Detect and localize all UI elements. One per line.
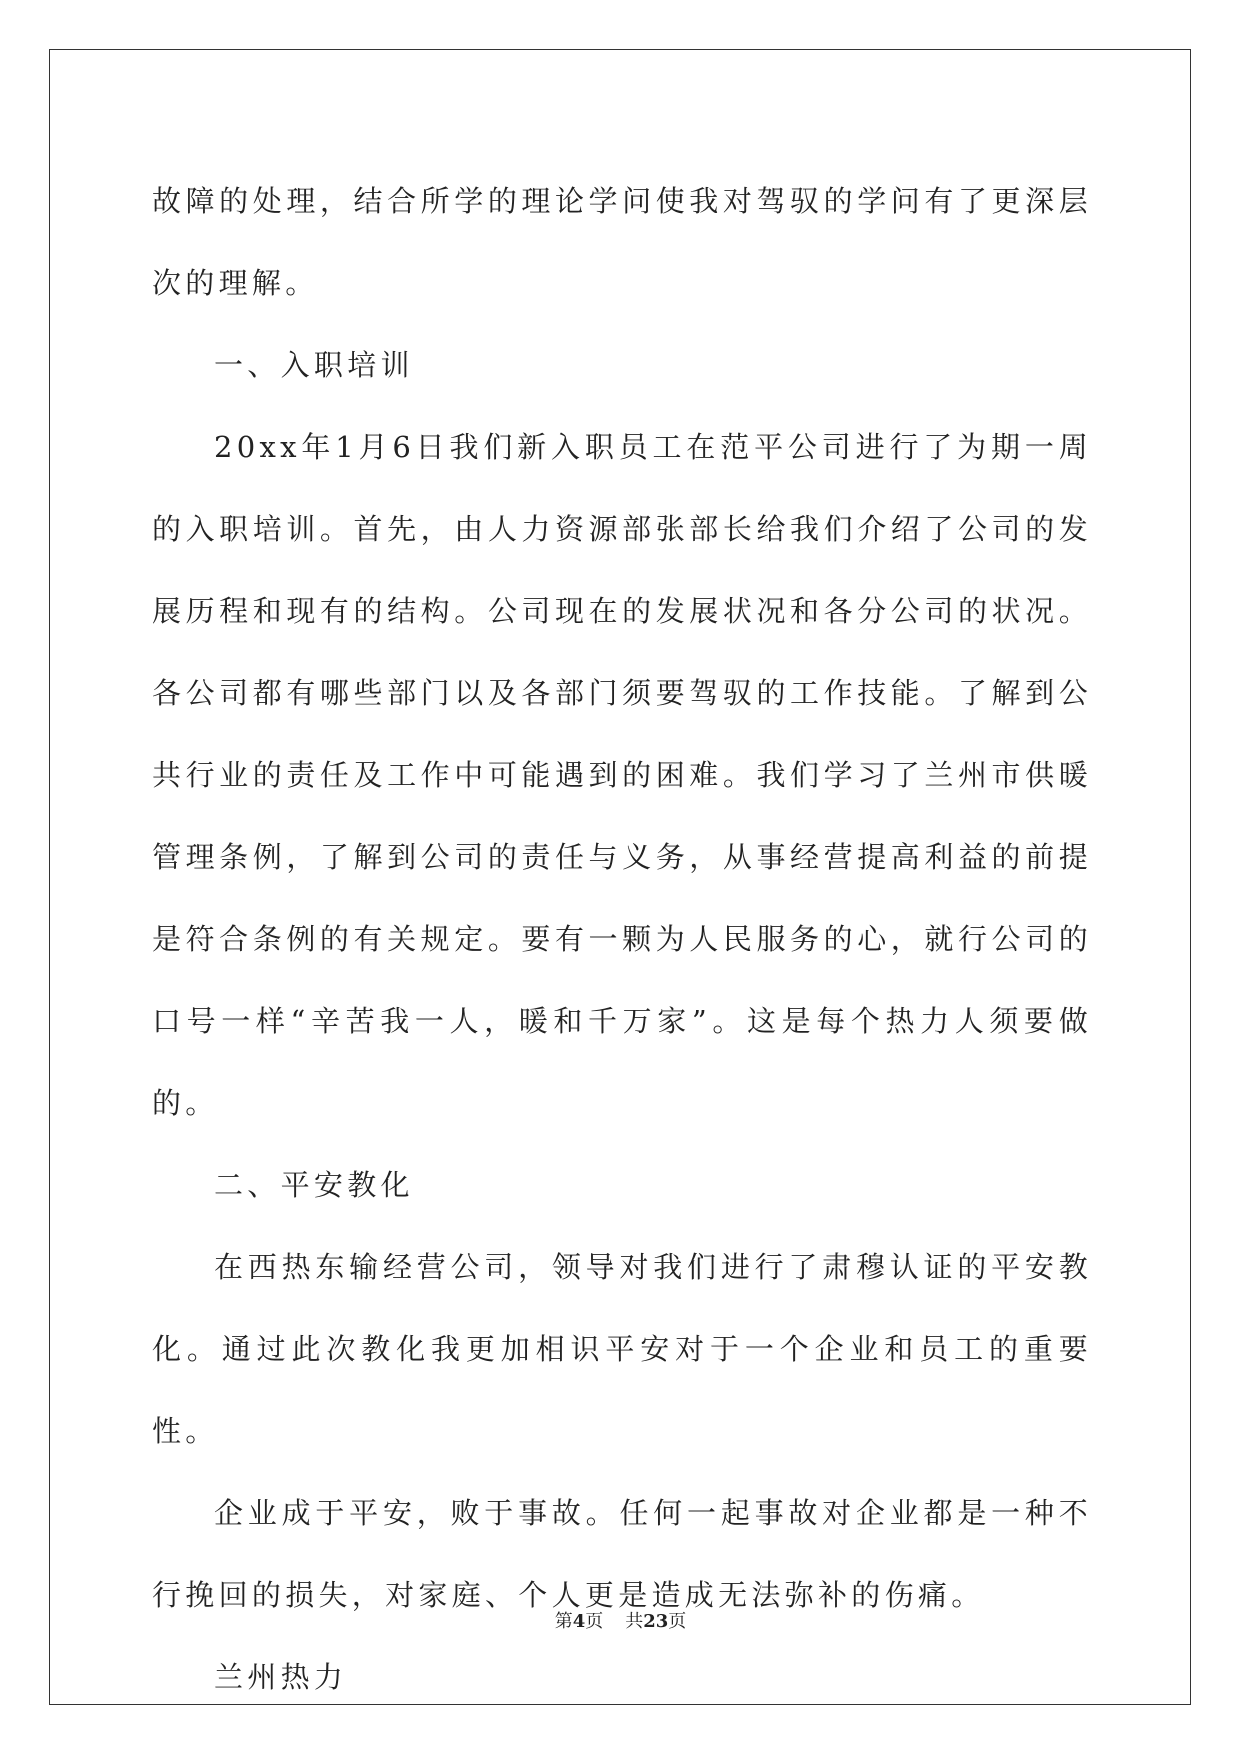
document-body: [152, 160, 1092, 1718]
paragraph-lanzhou-heating: 兰州热力: [214, 1660, 348, 1694]
paragraph-safety-1: 在西热东输经营公司，领导对我们进行了肃穆认证的平安教化。通过此次教化我更加相识平安对于一个企业和员工的重要性。: [152, 1250, 1092, 1448]
footer-total-suffix: 页: [668, 1611, 687, 1632]
footer-page-suffix: 页: [585, 1611, 604, 1632]
section-heading-safety: 二、平安教化: [214, 1168, 414, 1202]
footer-prefix: 第: [554, 1611, 573, 1632]
section-heading-onboarding: 一、入职培训: [214, 348, 414, 382]
paragraph-1: 故障的处理，结合所学的理论学问使我对驾驭的学问有了更深层次的理解。: [152, 184, 1092, 300]
total-pages-number: 23: [643, 1611, 669, 1632]
paragraph-safety-2: 企业成于平安，败于事故。任何一起事故对企业都是一种不行挽回的损失，对家庭、个人更是造成无法弥补的伤痛。: [152, 1496, 1092, 1612]
footer-total-prefix: 共: [625, 1611, 644, 1632]
current-page-number: 4: [572, 1611, 586, 1632]
page-footer: [0, 1607, 1241, 1633]
paragraph-onboarding: 20xx年1月6日我们新入职员工在范平公司进行了为期一周的入职培训。首先，由人力资源部张部长给我们介绍了公司的发展历程和现有的结构。公司现在的发展状况和各分公司的状况。各公司都有哪些部门以及各部门须要驾驭的工作技能。了解到公共行业的责任及工作中可能遇到的困难。我们学习了兰州市供暖管理条例，了解到公司的责任与义务，从事经营提高利益的前提是符合条例的有关规定。要有一颗为人民服务的心，就行公司的口号一样“辛苦我一人，暖和千万家”。这是每个热力人须要做的。: [152, 430, 1092, 1120]
